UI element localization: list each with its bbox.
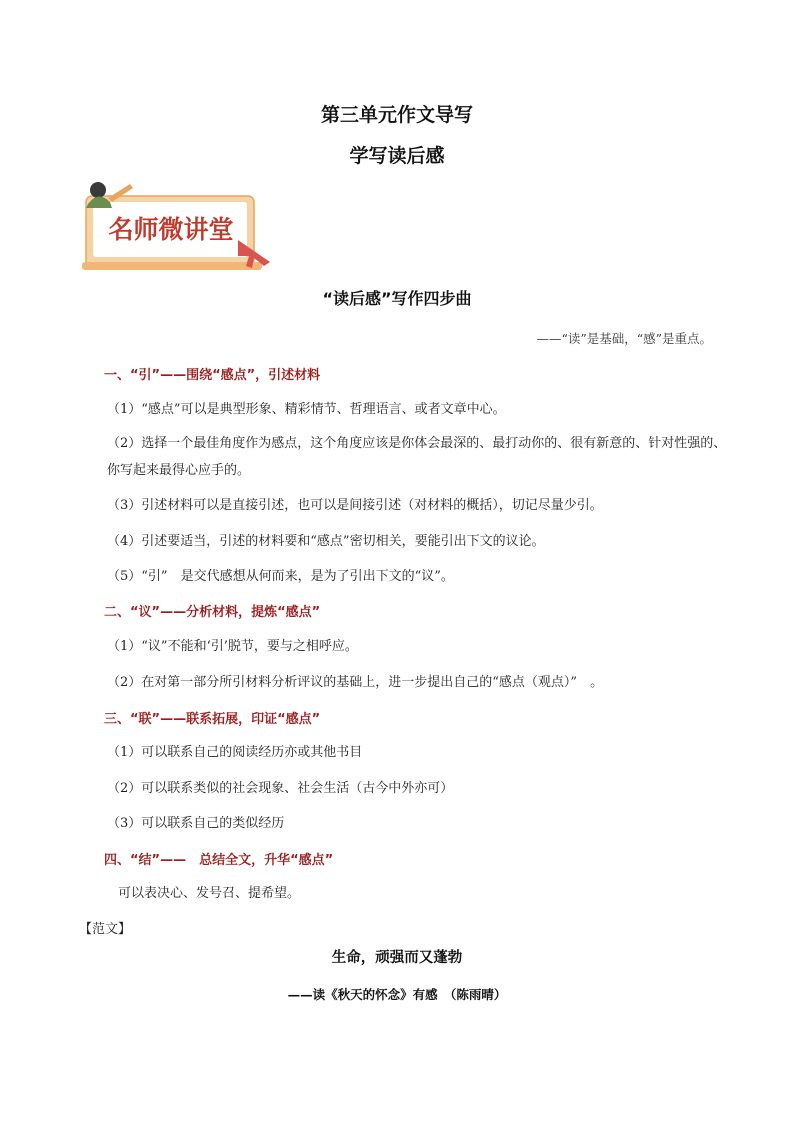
- document-subtitle: 学写读后感: [349, 145, 445, 167]
- section-heading: “读后感”写作四步曲: [322, 289, 472, 308]
- lecture-badge-illustration: [78, 178, 278, 274]
- step3-item-3: （3）可以联系自己的类似经历: [107, 816, 285, 831]
- teacher-lecture-badge: [78, 178, 278, 274]
- motto: ——“读”是基础，“感”是重点。: [536, 331, 712, 346]
- step2-item-1: （1）“议”不能和‘引’脱节，要与之相呼应。: [107, 639, 358, 654]
- step1-item-5: （5）“引” 是交代感想从何而来，是为了引出下文的“议”。: [107, 569, 454, 584]
- step3-item-2: （2）可以联系类似的社会现象、社会生活（古今中外亦可）: [107, 781, 454, 796]
- sample-essay-subtitle: ——读《秋天的怀念》有感 （陈雨晴）: [287, 987, 507, 1002]
- badge-label: 名师微讲堂: [108, 215, 234, 244]
- step1-item-4: （4）引述要适当，引述的材料要和“感点”密切相关，要能引出下文的议论。: [107, 534, 545, 549]
- step4-item-1: 可以表决心、发号召、提希望。: [118, 886, 301, 901]
- step-heading-2: 二、“议”——分析材料，提炼“感点”: [104, 605, 321, 620]
- step1-item-2: （2）选择一个最佳角度作为感点，这个角度应该是你体会最深的、最打动你的、很有新意的、针对性强的、你写起来最得心应手的。: [107, 436, 727, 478]
- step-heading-3: 三、“联”——联系拓展，印证“感点”: [104, 712, 321, 727]
- step3-item-1: （1）可以联系自己的阅读经历亦或其他书目: [107, 745, 363, 760]
- teacher-head-icon: [90, 182, 106, 198]
- document-title: 第三单元作文导写: [320, 104, 473, 126]
- sample-essay-label: 【范文】: [79, 922, 132, 937]
- step1-item-3: （3）引述材料可以是直接引述，也可以是间接引述（对材料的概括），切记尽量少引。: [107, 498, 603, 513]
- step-heading-4: 四、“结”—— 总结全文，升华“感点”: [104, 853, 334, 868]
- step2-item-2: （2）在对第一部分所引材料分析评议的基础上，进一步提出自己的“感点（观点）” 。: [107, 675, 604, 690]
- step-heading-1: 一、“引”——围绕“感点”，引述材料: [104, 368, 321, 383]
- sample-essay-title: 生命，顽强而又蓬勃: [331, 950, 463, 966]
- step1-item-1: （1）“感点”可以是典型形象、精彩情节、哲理语言、或者文章中心。: [107, 402, 506, 417]
